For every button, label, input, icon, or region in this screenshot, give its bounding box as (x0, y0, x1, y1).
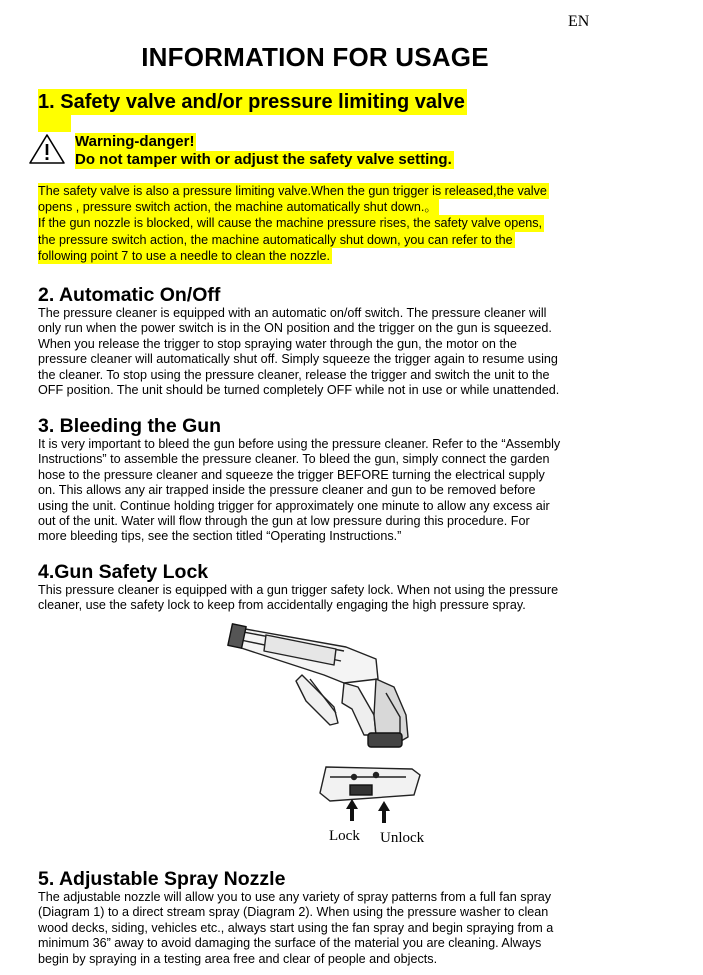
highlight-fill (38, 115, 71, 132)
body-line: the cleaner. To stop using the pressure cleaner, release the trigger and switch the unit to the (38, 367, 550, 382)
section-2-title: 2. Automatic On/Off (38, 284, 221, 306)
body-line: It is very important to bleed the gun before using the pressure cleaner. Refer to the “Assembly (38, 437, 561, 451)
body-line: Instructions” to assemble the pressure cleaner. To bleed the gun, simply connect the garden (38, 452, 550, 467)
section-5-title: 5. Adjustable Spray Nozzle (38, 868, 286, 890)
unlock-label: Unlock (380, 830, 425, 846)
warning-line: Warning-danger! (75, 133, 195, 150)
body-line: The pressure cleaner is equipped with an automatic on/off switch. The pressure cleaner will (38, 306, 547, 320)
body-line: more bleeding tips, see the section titled “Operating Instructions.” (38, 529, 402, 544)
section-4-title: 4.Gun Safety Lock (38, 561, 209, 583)
body-line: This pressure cleaner is equipped with a gun trigger safety lock. When not using the pressure (38, 583, 559, 597)
page-title: INFORMATION FOR USAGE (141, 42, 489, 72)
body-line: OFF position. The unit should be turned completely OFF while not in use or while unattended. (38, 383, 560, 398)
body-line: on. This allows any air trapped inside the pressure cleaner and gun to be removed before (38, 483, 536, 498)
body-line: the pressure switch action, the machine automatically shut down, you can refer to the (38, 232, 513, 247)
body-line: cleaner, use the safety lock to keep from accidentally engaging the high pressure spray. (38, 598, 526, 613)
body-line: opens , pressure switch action, the machine automatically shut down.。 (38, 200, 438, 215)
body-line: wood decks, siding, vehicles etc., always start using the fan spray and begin spraying from a (38, 920, 554, 935)
language-code: EN (568, 13, 590, 30)
body-line: If the gun nozzle is blocked, will cause the machine pressure rises, the safety valve opens, (38, 216, 543, 231)
warning-triangle-icon (28, 133, 66, 165)
lock-label: Lock (329, 828, 360, 844)
body-line: The adjustable nozzle will allow you to use any variety of spray patterns from a full fan spray (38, 890, 552, 904)
section-4-body (38, 583, 598, 614)
warning-block (75, 133, 454, 169)
body-line: out of the unit. Water will flow through the gun at low pressure during this procedure. For (38, 514, 530, 529)
body-line: begin by spraying in a testing area free and clear of people and objects. (38, 951, 438, 966)
warning-line: Do not tamper with or adjust the safety valve setting. (75, 151, 452, 168)
body-line: following point 7 to use a needle to clean the nozzle. (38, 248, 330, 263)
body-line: The safety valve is also a pressure limiting valve.When the gun trigger is released,the valve (38, 184, 547, 198)
body-line: When you release the trigger to stop spraying water through the gun, the motor on the (38, 336, 517, 351)
section-2-body (38, 306, 598, 398)
section-3-title: 3. Bleeding the Gun (38, 415, 222, 437)
section-1-title: 1. Safety valve and/or pressure limiting valve (38, 91, 465, 113)
body-line: minimum 36” away to avoid damaging the surface of the material you are cleaning. Always (38, 936, 542, 951)
section-3-body (38, 437, 598, 545)
section-1-body (38, 183, 549, 264)
body-line: only run when the power switch is in the ON position and the trigger on the gun is squeezed. (38, 321, 552, 336)
body-line: (Diagram 1) to a direct stream spray (Diagram 2). When using the pressure washer to clean (38, 905, 549, 920)
body-line: hose to the pressure cleaner and squeeze the trigger BEFORE turning the electrical supply (38, 467, 545, 482)
spray-gun-illustration (226, 617, 436, 823)
section-5-body (38, 890, 598, 967)
body-line: using the unit. Continue holding trigger for approximately one minute to allow any excess air (38, 498, 550, 513)
body-line: pressure cleaner will automatically shut off. Simply squeeze the trigger again to resume using (38, 352, 558, 367)
